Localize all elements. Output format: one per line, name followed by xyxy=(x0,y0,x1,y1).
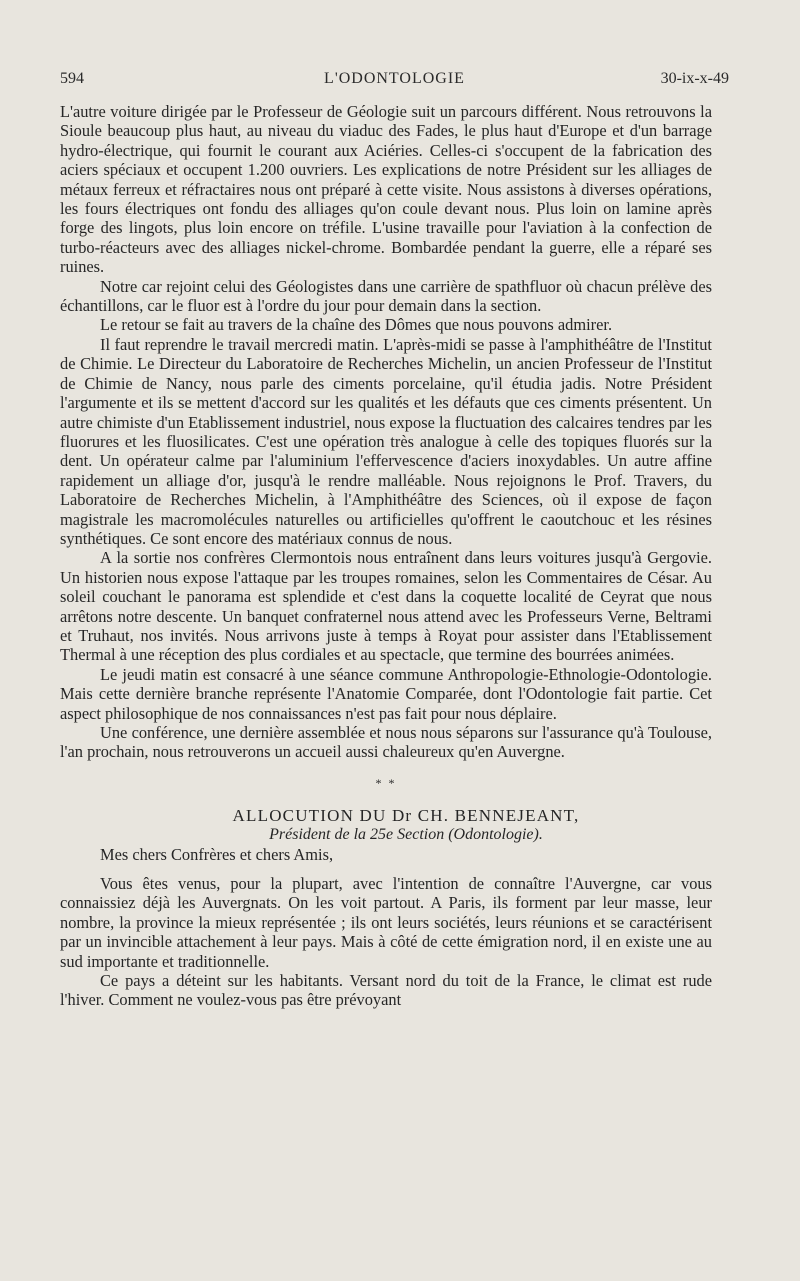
paragraph: Notre car rejoint celui des Géologistes dans une carrière de spathfluor où chacun prélève des échantillons, car le fluor est à l'ordre du jour pour demain dans la section. xyxy=(60,276,712,316)
paragraph: Le jeudi matin est consacré à une séance commune Anthropologie-Ethnologie-Odontologie. Mais cette dernière branche représente l'Anatomie Comparée, dont l'Odontologie fait partie. Cet aspect philosophique de nos connaissances n'est pas fait pour nous déplaire. xyxy=(60,664,712,723)
paragraph: Vous êtes venus, pour la plupart, avec l'intention de connaître l'Auvergne, car vous connaissiez déjà les Auvergnats. On les voit partout. A Paris, ils forment par leur masse, leur nombre, la province la mieux représentée ; ils ont leurs sociétés, leurs réunions et se caractérisent par un invincible attachement à leur pays. Mais à côté de cette émigration nord, il en existe une au sud importante et traditionnelle. xyxy=(60,874,712,971)
paragraph: Le retour se fait au travers de la chaîne des Dômes que nous pouvons admirer. xyxy=(100,315,613,335)
salutation: Mes chers Confrères et chers Amis, xyxy=(100,844,334,864)
article-body xyxy=(60,102,712,1010)
section-title: ALLOCUTION DU Dr CH. BENNEJEANT, xyxy=(232,805,580,825)
journal-title: L'ODONTOLOGIE xyxy=(324,70,465,87)
paragraph: Ce pays a déteint sur les habitants. Versant nord du toit de la France, le climat est rude l'hiver. Comment ne voulez-vous pas être prévoyant xyxy=(60,971,712,1010)
paragraph: Il faut reprendre le travail mercredi matin. L'après-midi se passe à l'amphithéâtre de l'Institut de Chimie. Le Directeur du Laboratoire de Recherches Michelin, un ancien Professeur de l'Institut de Chimie de Nancy, nous parle des ciments porcelaine, qu'il étudia jadis. Notre Président l'argumente et ils se mettent d'accord sur les qualités et les défauts que ces ciments présentent. Un autre chimiste d'un Etablissement industriel, nous expose la fluctuation des calcaires tendres par les fluorures et les fluosilicates. C'est une opération très analogue à celle des topiques fluorés sur la dent. Un opérateur calme par l'aluminium l'effervescence d'aciers inoxydables. Un autre affine rapidement un alliage d'or, jusqu'à le rendre malléable. Nous rejoignons le Prof. Travers, du Laboratoire de Recherches Michelin, à l'Amphithéâtre des Sciences, où il expose de façon magistrale les macromolécules naturelles ou artificielles qu'offrent le caoutchouc et les résines synthétiques. Ce sont encore des matériaux connus de nous. xyxy=(60,334,713,548)
paragraph: L'autre voiture dirigée par le Professeur de Géologie suit un parcours différent. Nous retrouvons la Sioule beaucoup plus haut, au niveau du viaduc des Fades, le plus haut d'Europe et d'un barrage hydro-électrique, qui fournit le courant aux Aciéries. Celles-ci s'occupent de la fabrication des aciers spéciaux et occupent 1.200 ouvriers. Les explications de notre Président sur les alliages de métaux ferreux et réfractaires nous ont préparé à cette visite. Nous assistons à diverses opérations, les fours électriques ont fondu des alliages qu'on coule devant nous. Plus loin on lamine après forge des lingots, plus loin encore on tréfile. L'usine travaille pour l'aviation à la confection de turbo-réacteurs avec des alliages nickel-chrome. Bombardée pendant la guerre, elle a réparé ses ruines. xyxy=(60,102,712,277)
issue-date: 30-ix-x-49 xyxy=(660,70,729,87)
paragraph: A la sortie nos confrères Clermontois nous entraînent dans leurs voitures jusqu'à Gergovie. Un historien nous expose l'attaque par les troupes romaines, selon les Commentaires de César. Au soleil couchant le panorama est splendide et c'est dans la coquette localité de Ceyrat que nous arrêtons notre descente. Un banquet confraternel nous attend avec les Professeurs Verne, Beltrami et Truhaut, nos invités. Nous arrivons juste à temps à Royat pour assister dans l'Etablissement Thermal à une réception des plus cordiales et au spectacle, que termine des bourrées animées. xyxy=(60,548,712,665)
section-separator: * * xyxy=(375,775,397,790)
page-number: 594 xyxy=(60,70,84,87)
section-subtitle: Président de la 25e Section (Odontologie). xyxy=(269,826,543,844)
paragraph: Une conférence, une dernière assemblée et nous nous séparons sur l'assurance qu'à Toulouse, l'an prochain, nous retrouverons un accueil aussi chaleureux qu'en Auvergne. xyxy=(60,723,712,762)
